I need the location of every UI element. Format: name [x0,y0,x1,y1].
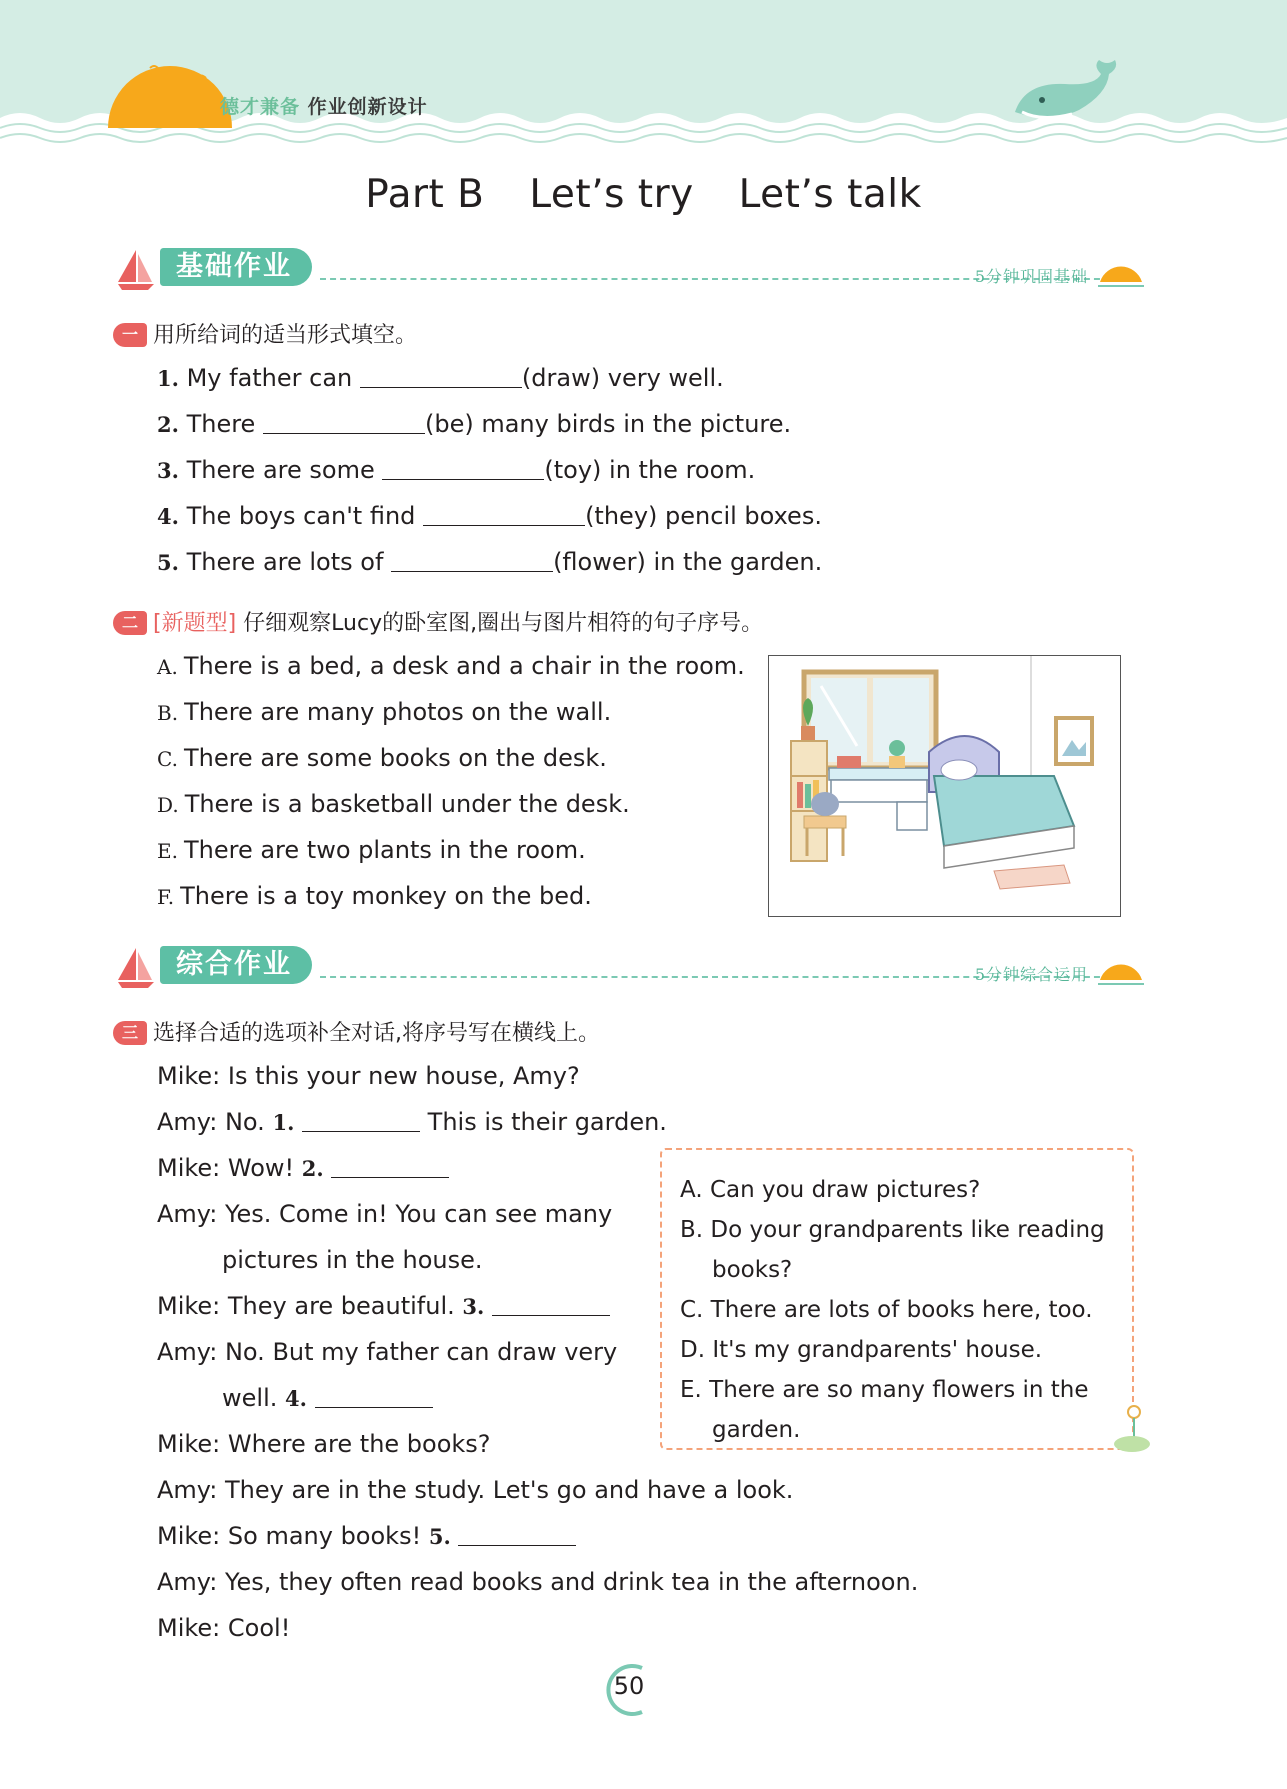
dialogue-text: This is their garden. [427,1108,667,1136]
choice-a[interactable]: A. Can you draw pictures? [680,1177,981,1203]
section-label: 基础作业 [160,248,312,286]
item-number: 4. [157,504,179,529]
option-letter: B. [157,701,179,725]
answer-blank[interactable] [315,1385,433,1408]
question-3-heading [113,1016,600,1047]
blank-number: 4. [285,1386,307,1411]
option-d[interactable] [157,790,630,818]
option-b[interactable] [157,698,611,726]
item-text: There are some [186,456,375,484]
answer-blank[interactable] [331,1155,449,1178]
dialogue-line [157,1108,667,1136]
brand-part2: 作业创新设计 [307,96,428,118]
title-sub2: Let’s talk [738,172,922,217]
option-text: There is a toy monkey on the bed. [180,882,592,910]
brand-part1: 德才兼备 [220,96,301,118]
item-text: There are lots of [186,548,384,576]
answer-blank[interactable] [458,1523,576,1546]
flower-icon [1112,1402,1156,1454]
bedroom-illustration [768,655,1121,917]
answer-blank[interactable] [423,503,585,526]
bedroom-picture [769,656,1120,916]
page-title [0,172,1287,217]
dialogue-text: Amy: Yes, they often read books and drink tea in the afternoon. [157,1568,919,1596]
dialogue-text: Amy: Yes. Come in! You can see many [157,1200,613,1228]
dialogue-line [157,1338,617,1366]
question-number-badge: 三 [113,1021,147,1045]
small-sun-icon [1096,252,1146,292]
blank-number: 2. [301,1156,324,1181]
dialogue-text: Mike: Wow! [157,1154,295,1182]
answer-blank[interactable] [302,1109,420,1132]
dialogue-text: well. [222,1384,278,1412]
item-hint: (toy) [544,456,602,484]
title-sub1: Let’s try [529,172,694,217]
dialogue-text: Amy: No. [157,1108,265,1136]
dialogue-line [157,1154,449,1182]
dialogue-line [157,1200,612,1228]
blank-number: 3. [462,1294,485,1319]
brand-title [220,92,428,119]
header-band [0,0,1287,150]
page-number: 50 [613,1672,645,1700]
question-number-badge: 二 [113,611,147,635]
choice-b-cont: books? [712,1257,793,1283]
question-2-heading [113,606,763,637]
item-text: very well. [607,364,724,392]
item-text: There [186,410,256,438]
option-e[interactable] [157,836,586,864]
item-hint: (they) [585,502,658,530]
dialogue-line [157,1568,918,1596]
item-text: in the garden. [653,548,823,576]
dialogue-text: Mike: Cool! [157,1614,291,1642]
blank-number: 5. [428,1524,451,1549]
option-text: There are some books on the desk. [183,744,607,772]
dialogue-text: Mike: Where are the books? [157,1430,491,1458]
dialogue-line [157,1476,793,1504]
dialogue-line [157,1292,610,1320]
dialogue-text: Mike: Is this your new house, Amy? [157,1062,580,1090]
section-note: 5分钟巩固基础 [974,267,1088,286]
sun-icon [108,66,232,128]
choice-d[interactable]: D. It's my grandparents' house. [680,1337,1043,1363]
small-sun-icon [1096,950,1146,990]
option-letter: D. [157,793,179,817]
item-number: 2. [157,412,179,437]
dialogue-line [222,1246,482,1274]
sailboat-icon [110,246,158,290]
dialogue-text: pictures in the house. [222,1246,483,1274]
choice-e-cont: garden. [712,1417,801,1443]
fill-item [157,410,791,438]
fill-item [157,548,822,576]
section-note: 5分钟综合运用 [974,965,1088,984]
section-label: 综合作业 [160,946,312,984]
new-type-tag: [新题型] [153,611,237,636]
question-instruction: 选择合适的选项补全对话,将序号写在横线上。 [153,1021,600,1046]
dialogue-text: Mike: So many books! [157,1522,422,1550]
choice-b[interactable]: B. Do your grandparents like reading [680,1217,1105,1243]
option-a[interactable] [157,652,745,680]
sailboat-icon [110,944,158,988]
dialogue-line [157,1522,576,1550]
item-number: 1. [157,366,179,391]
item-text: pencil boxes. [665,502,822,530]
item-text: many birds in the picture. [481,410,792,438]
title-part: Part B [365,172,485,217]
section-banner-basic [110,246,1150,298]
option-text: There is a basketball under the desk. [184,790,630,818]
question-number-badge: 一 [113,323,147,347]
blank-number: 1. [272,1110,295,1135]
question-1-heading [113,318,417,349]
fill-item [157,456,755,484]
answer-blank[interactable] [391,549,553,572]
choices-box [660,1148,1134,1450]
dialogue-text: Amy: No. But my father can draw very [157,1338,618,1366]
item-hint: (draw) [521,364,601,392]
section-banner-comprehensive [110,944,1150,996]
item-hint: (flower) [553,548,646,576]
item-text: The boys can't find [186,502,416,530]
choice-e[interactable]: E. There are so many flowers in the [680,1377,1089,1403]
option-letter: C. [157,747,178,771]
option-c[interactable] [157,744,607,772]
question-instruction: 用所给词的适当形式填空。 [153,323,418,348]
choices-list [680,1170,1105,1450]
answer-blank[interactable] [492,1293,610,1316]
item-number: 5. [157,550,179,575]
answer-blank[interactable] [263,411,425,434]
question-instruction: 仔细观察Lucy的卧室图,圈出与图片相符的句子序号。 [243,611,764,636]
fill-item [157,502,822,530]
option-letter: E. [157,839,178,863]
fill-item [157,364,724,392]
answer-blank[interactable] [360,365,522,388]
header-decoration [0,0,1287,150]
dialogue-text: Mike: They are beautiful. [157,1292,455,1320]
option-text: There are two plants in the room. [183,836,586,864]
choice-c[interactable]: C. There are lots of books here, too. [680,1297,1093,1323]
option-letter: A. [157,655,178,679]
item-text: in the room. [609,456,756,484]
option-f[interactable] [157,882,592,910]
option-text: There is a bed, a desk and a chair in the room. [183,652,745,680]
option-letter: F. [157,885,175,909]
dialogue-line [157,1062,580,1090]
dialogue-text: Amy: They are in the study. Let's go and have a look. [157,1476,794,1504]
answer-blank[interactable] [382,457,544,480]
item-hint: (be) [424,410,474,438]
whale-icon [1015,60,1116,118]
dialogue-line [157,1614,290,1642]
item-text: My father can [186,364,353,392]
dialogue-line [222,1384,433,1412]
item-number: 3. [157,458,179,483]
option-text: There are many photos on the wall. [184,698,612,726]
dialogue-line [157,1430,491,1458]
